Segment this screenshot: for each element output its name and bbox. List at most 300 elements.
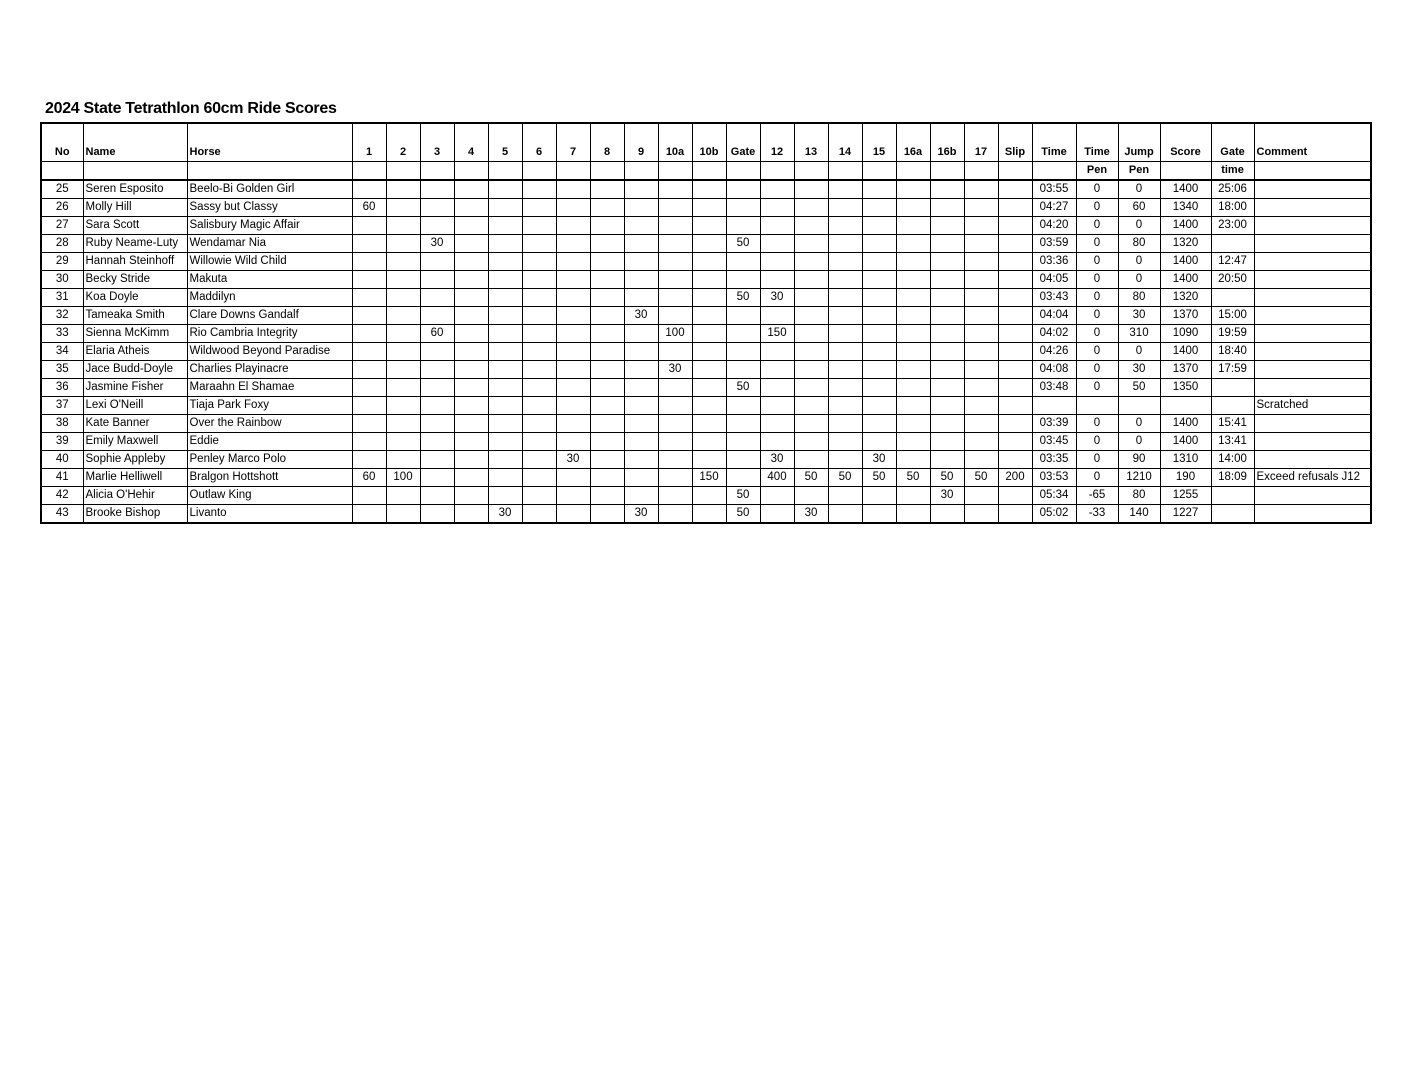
- table-cell: [420, 216, 454, 234]
- table-cell: [1254, 378, 1371, 396]
- table-cell: 50: [1118, 378, 1160, 396]
- table-cell: [862, 288, 896, 306]
- table-cell: [862, 432, 896, 450]
- table-cell: [590, 198, 624, 216]
- table-cell: [862, 342, 896, 360]
- table-cell: [1254, 450, 1371, 468]
- table-cell: [522, 324, 556, 342]
- table-cell: 50: [930, 468, 964, 486]
- table-cell: [624, 324, 658, 342]
- table-cell: Hannah Steinhoff: [83, 252, 187, 270]
- column-subheader: [862, 161, 896, 180]
- table-cell: Eddie: [187, 432, 352, 450]
- table-cell: 1400: [1160, 216, 1211, 234]
- table-cell: [726, 414, 760, 432]
- table-cell: [488, 252, 522, 270]
- table-cell: Sassy but Classy: [187, 198, 352, 216]
- table-cell: 17:59: [1211, 360, 1254, 378]
- table-cell: [998, 432, 1032, 450]
- table-cell: [692, 306, 726, 324]
- column-header: Gate: [726, 123, 760, 161]
- table-cell: [1076, 396, 1118, 414]
- table-cell: [896, 234, 930, 252]
- table-cell: 0: [1118, 252, 1160, 270]
- table-cell: [692, 414, 726, 432]
- column-subheader: [794, 161, 828, 180]
- table-cell: [624, 486, 658, 504]
- table-cell: [590, 468, 624, 486]
- table-cell: [760, 306, 794, 324]
- table-cell: [386, 378, 420, 396]
- column-subheader: [828, 161, 862, 180]
- table-cell: 30: [624, 306, 658, 324]
- column-subheader: [83, 161, 187, 180]
- table-row: [41, 486, 1371, 504]
- table-cell: [454, 270, 488, 288]
- table-cell: 1400: [1160, 252, 1211, 270]
- table-cell: [1211, 288, 1254, 306]
- column-subheader: [187, 161, 352, 180]
- table-cell: 1400: [1160, 180, 1211, 199]
- table-cell: [420, 432, 454, 450]
- table-cell: [454, 450, 488, 468]
- table-cell: [862, 360, 896, 378]
- column-subheader: [964, 161, 998, 180]
- table-row: [41, 306, 1371, 324]
- column-subheader: [998, 161, 1032, 180]
- table-cell: [454, 360, 488, 378]
- table-cell: Jace Budd-Doyle: [83, 360, 187, 378]
- table-cell: [488, 180, 522, 199]
- table-cell: [964, 270, 998, 288]
- table-cell: [1160, 396, 1211, 414]
- table-cell: 150: [692, 468, 726, 486]
- table-cell: [862, 234, 896, 252]
- table-cell: [692, 216, 726, 234]
- table-cell: [352, 270, 386, 288]
- table-cell: [692, 486, 726, 504]
- table-cell: [590, 450, 624, 468]
- table-cell: [794, 306, 828, 324]
- column-header: 10b: [692, 123, 726, 161]
- table-cell: [386, 216, 420, 234]
- table-cell: [590, 378, 624, 396]
- table-cell: [828, 360, 862, 378]
- table-cell: [590, 180, 624, 199]
- table-cell: [964, 198, 998, 216]
- table-cell: [726, 216, 760, 234]
- table-cell: [964, 450, 998, 468]
- table-cell: [352, 378, 386, 396]
- table-cell: Becky Stride: [83, 270, 187, 288]
- table-cell: [760, 504, 794, 523]
- table-cell: [930, 450, 964, 468]
- table-cell: [624, 360, 658, 378]
- table-cell: [590, 504, 624, 523]
- table-cell: [386, 180, 420, 199]
- column-header: Gate: [1211, 123, 1254, 161]
- table-cell: 1400: [1160, 432, 1211, 450]
- table-cell: 0: [1076, 342, 1118, 360]
- table-cell: [1211, 396, 1254, 414]
- table-cell: 50: [726, 288, 760, 306]
- table-cell: [658, 378, 692, 396]
- table-row: [41, 270, 1371, 288]
- table-cell: [420, 468, 454, 486]
- table-cell: [624, 288, 658, 306]
- table-cell: [556, 198, 590, 216]
- table-cell: [998, 342, 1032, 360]
- table-cell: [386, 486, 420, 504]
- table-cell: [794, 216, 828, 234]
- table-cell: 0: [1076, 180, 1118, 199]
- table-cell: [624, 216, 658, 234]
- table-cell: [1211, 486, 1254, 504]
- table-cell: [760, 396, 794, 414]
- table-cell: [930, 306, 964, 324]
- table-cell: 60: [352, 468, 386, 486]
- table-cell: Marlie Helliwell: [83, 468, 187, 486]
- table-cell: [454, 180, 488, 199]
- table-cell: [964, 306, 998, 324]
- table-cell: [794, 324, 828, 342]
- table-cell: [998, 180, 1032, 199]
- table-cell: 36: [41, 378, 83, 396]
- table-cell: [454, 432, 488, 450]
- table-cell: 32: [41, 306, 83, 324]
- table-cell: [658, 396, 692, 414]
- table-cell: [896, 288, 930, 306]
- column-header: Slip: [998, 123, 1032, 161]
- table-cell: 0: [1076, 234, 1118, 252]
- table-cell: 41: [41, 468, 83, 486]
- table-cell: [590, 414, 624, 432]
- table-cell: [352, 252, 386, 270]
- table-cell: 31: [41, 288, 83, 306]
- table-cell: [590, 306, 624, 324]
- table-cell: 03:36: [1032, 252, 1076, 270]
- table-cell: Salisbury Magic Affair: [187, 216, 352, 234]
- column-header: Comment: [1254, 123, 1371, 161]
- table-cell: [658, 198, 692, 216]
- table-cell: [658, 288, 692, 306]
- column-subheader: Pen: [1118, 161, 1160, 180]
- table-cell: [692, 432, 726, 450]
- table-cell: [964, 378, 998, 396]
- table-cell: [1254, 288, 1371, 306]
- header-row: [41, 123, 1371, 161]
- table-cell: 50: [726, 378, 760, 396]
- table-cell: [488, 450, 522, 468]
- table-cell: Rio Cambria Integrity: [187, 324, 352, 342]
- table-cell: 42: [41, 486, 83, 504]
- table-cell: [1254, 270, 1371, 288]
- table-cell: [488, 270, 522, 288]
- table-cell: 18:00: [1211, 198, 1254, 216]
- table-cell: Lexi O'Neill: [83, 396, 187, 414]
- table-cell: [862, 198, 896, 216]
- table-cell: 40: [41, 450, 83, 468]
- table-cell: [590, 432, 624, 450]
- table-cell: [692, 324, 726, 342]
- table-cell: 80: [1118, 288, 1160, 306]
- table-cell: [658, 252, 692, 270]
- table-cell: [386, 252, 420, 270]
- table-cell: [420, 252, 454, 270]
- table-cell: [624, 378, 658, 396]
- table-cell: 80: [1118, 234, 1160, 252]
- table-cell: [590, 288, 624, 306]
- table-cell: [352, 396, 386, 414]
- table-cell: [998, 414, 1032, 432]
- table-cell: [726, 360, 760, 378]
- table-cell: 18:09: [1211, 468, 1254, 486]
- table-cell: [488, 378, 522, 396]
- table-cell: [692, 378, 726, 396]
- table-cell: [386, 360, 420, 378]
- table-cell: [386, 324, 420, 342]
- table-cell: 27: [41, 216, 83, 234]
- table-cell: [352, 414, 386, 432]
- table-row: [41, 504, 1371, 523]
- table-cell: 04:02: [1032, 324, 1076, 342]
- column-subheader: [760, 161, 794, 180]
- column-header: 13: [794, 123, 828, 161]
- table-cell: [352, 180, 386, 199]
- table-cell: [726, 180, 760, 199]
- table-cell: [624, 468, 658, 486]
- table-cell: [488, 468, 522, 486]
- table-cell: [454, 468, 488, 486]
- table-cell: [862, 180, 896, 199]
- table-cell: 30: [1118, 360, 1160, 378]
- table-cell: [556, 252, 590, 270]
- table-cell: 90: [1118, 450, 1160, 468]
- table-cell: [794, 180, 828, 199]
- column-header: No: [41, 123, 83, 161]
- table-cell: [726, 450, 760, 468]
- table-cell: Exceed refusals J12: [1254, 468, 1371, 486]
- table-cell: [862, 306, 896, 324]
- table-cell: [590, 252, 624, 270]
- table-cell: Jasmine Fisher: [83, 378, 187, 396]
- table-cell: Kate Banner: [83, 414, 187, 432]
- column-subheader: [556, 161, 590, 180]
- table-cell: 04:05: [1032, 270, 1076, 288]
- table-cell: [590, 342, 624, 360]
- table-cell: [896, 504, 930, 523]
- table-cell: 25: [41, 180, 83, 199]
- table-cell: [828, 432, 862, 450]
- table-cell: [794, 288, 828, 306]
- table-cell: 03:39: [1032, 414, 1076, 432]
- table-cell: [692, 234, 726, 252]
- table-cell: 0: [1076, 468, 1118, 486]
- table-row: [41, 432, 1371, 450]
- column-subheader: [1254, 161, 1371, 180]
- column-header: Jump: [1118, 123, 1160, 161]
- table-cell: [998, 306, 1032, 324]
- table-cell: [862, 216, 896, 234]
- table-cell: [556, 270, 590, 288]
- table-cell: [862, 270, 896, 288]
- table-cell: [386, 504, 420, 523]
- table-cell: [1254, 504, 1371, 523]
- table-cell: [556, 324, 590, 342]
- table-cell: [862, 252, 896, 270]
- table-cell: 15:41: [1211, 414, 1254, 432]
- table-cell: 33: [41, 324, 83, 342]
- table-cell: [488, 288, 522, 306]
- table-cell: [760, 216, 794, 234]
- table-cell: [896, 360, 930, 378]
- table-cell: 0: [1076, 288, 1118, 306]
- table-cell: [556, 234, 590, 252]
- table-cell: [522, 468, 556, 486]
- table-cell: Maraahn El Shamae: [187, 378, 352, 396]
- table-cell: [658, 306, 692, 324]
- table-cell: [488, 360, 522, 378]
- table-cell: [794, 432, 828, 450]
- table-cell: 200: [998, 468, 1032, 486]
- table-cell: [556, 360, 590, 378]
- table-cell: [454, 306, 488, 324]
- table-row: [41, 288, 1371, 306]
- table-cell: [862, 486, 896, 504]
- table-cell: 1227: [1160, 504, 1211, 523]
- table-cell: [998, 270, 1032, 288]
- table-cell: 60: [352, 198, 386, 216]
- table-cell: [794, 252, 828, 270]
- table-cell: [488, 216, 522, 234]
- column-header: 8: [590, 123, 624, 161]
- table-cell: [930, 342, 964, 360]
- column-header: 14: [828, 123, 862, 161]
- table-cell: [420, 504, 454, 523]
- column-header: Horse: [187, 123, 352, 161]
- column-header: 6: [522, 123, 556, 161]
- table-cell: [1254, 324, 1371, 342]
- table-row: [41, 360, 1371, 378]
- table-cell: [658, 432, 692, 450]
- table-cell: [828, 504, 862, 523]
- table-cell: [1254, 306, 1371, 324]
- table-cell: [352, 342, 386, 360]
- table-cell: [896, 306, 930, 324]
- table-cell: [454, 414, 488, 432]
- table-cell: [624, 432, 658, 450]
- table-cell: [726, 252, 760, 270]
- table-cell: [1032, 396, 1076, 414]
- table-cell: 04:27: [1032, 198, 1076, 216]
- column-subheader: [488, 161, 522, 180]
- table-cell: Penley Marco Polo: [187, 450, 352, 468]
- table-cell: 03:43: [1032, 288, 1076, 306]
- table-cell: [896, 414, 930, 432]
- table-row: [41, 216, 1371, 234]
- table-cell: [896, 216, 930, 234]
- column-header: 3: [420, 123, 454, 161]
- table-cell: Ruby Neame-Luty: [83, 234, 187, 252]
- table-cell: [862, 324, 896, 342]
- table-cell: [522, 342, 556, 360]
- table-cell: [454, 216, 488, 234]
- table-cell: [692, 396, 726, 414]
- table-cell: [964, 486, 998, 504]
- table-cell: [828, 252, 862, 270]
- table-cell: 1255: [1160, 486, 1211, 504]
- table-cell: [964, 180, 998, 199]
- table-cell: Maddilyn: [187, 288, 352, 306]
- table-cell: [624, 414, 658, 432]
- table-cell: [522, 450, 556, 468]
- table-cell: [624, 450, 658, 468]
- table-cell: [930, 504, 964, 523]
- table-cell: 50: [726, 504, 760, 523]
- table-cell: [488, 198, 522, 216]
- table-cell: 0: [1076, 378, 1118, 396]
- table-cell: [794, 414, 828, 432]
- table-cell: [964, 396, 998, 414]
- column-header: Time: [1032, 123, 1076, 161]
- table-cell: [692, 288, 726, 306]
- table-cell: [420, 198, 454, 216]
- table-cell: [420, 180, 454, 199]
- column-subheader: [930, 161, 964, 180]
- table-cell: [794, 342, 828, 360]
- table-cell: [454, 288, 488, 306]
- table-cell: Molly Hill: [83, 198, 187, 216]
- table-cell: [1254, 198, 1371, 216]
- table-cell: [828, 378, 862, 396]
- table-cell: 30: [624, 504, 658, 523]
- table-cell: 30: [556, 450, 590, 468]
- table-cell: Alicia O'Hehir: [83, 486, 187, 504]
- table-cell: 1370: [1160, 360, 1211, 378]
- table-cell: [522, 180, 556, 199]
- table-cell: [590, 234, 624, 252]
- table-cell: 04:26: [1032, 342, 1076, 360]
- table-cell: [930, 324, 964, 342]
- table-cell: [658, 270, 692, 288]
- table-cell: 12:47: [1211, 252, 1254, 270]
- table-cell: [998, 378, 1032, 396]
- column-subheader: [726, 161, 760, 180]
- table-cell: [420, 360, 454, 378]
- table-cell: [828, 270, 862, 288]
- table-cell: [726, 468, 760, 486]
- table-cell: 03:55: [1032, 180, 1076, 199]
- table-cell: 03:45: [1032, 432, 1076, 450]
- table-cell: [828, 414, 862, 432]
- table-cell: [930, 252, 964, 270]
- column-header: 7: [556, 123, 590, 161]
- table-cell: [1211, 378, 1254, 396]
- table-cell: 0: [1076, 432, 1118, 450]
- table-cell: 0: [1076, 360, 1118, 378]
- table-cell: 30: [930, 486, 964, 504]
- table-cell: [590, 486, 624, 504]
- table-cell: [828, 180, 862, 199]
- table-cell: [386, 198, 420, 216]
- table-cell: [896, 270, 930, 288]
- table-cell: [590, 396, 624, 414]
- table-cell: 03:35: [1032, 450, 1076, 468]
- table-cell: [454, 378, 488, 396]
- table-cell: Elaria Atheis: [83, 342, 187, 360]
- table-cell: [760, 252, 794, 270]
- table-cell: 13:41: [1211, 432, 1254, 450]
